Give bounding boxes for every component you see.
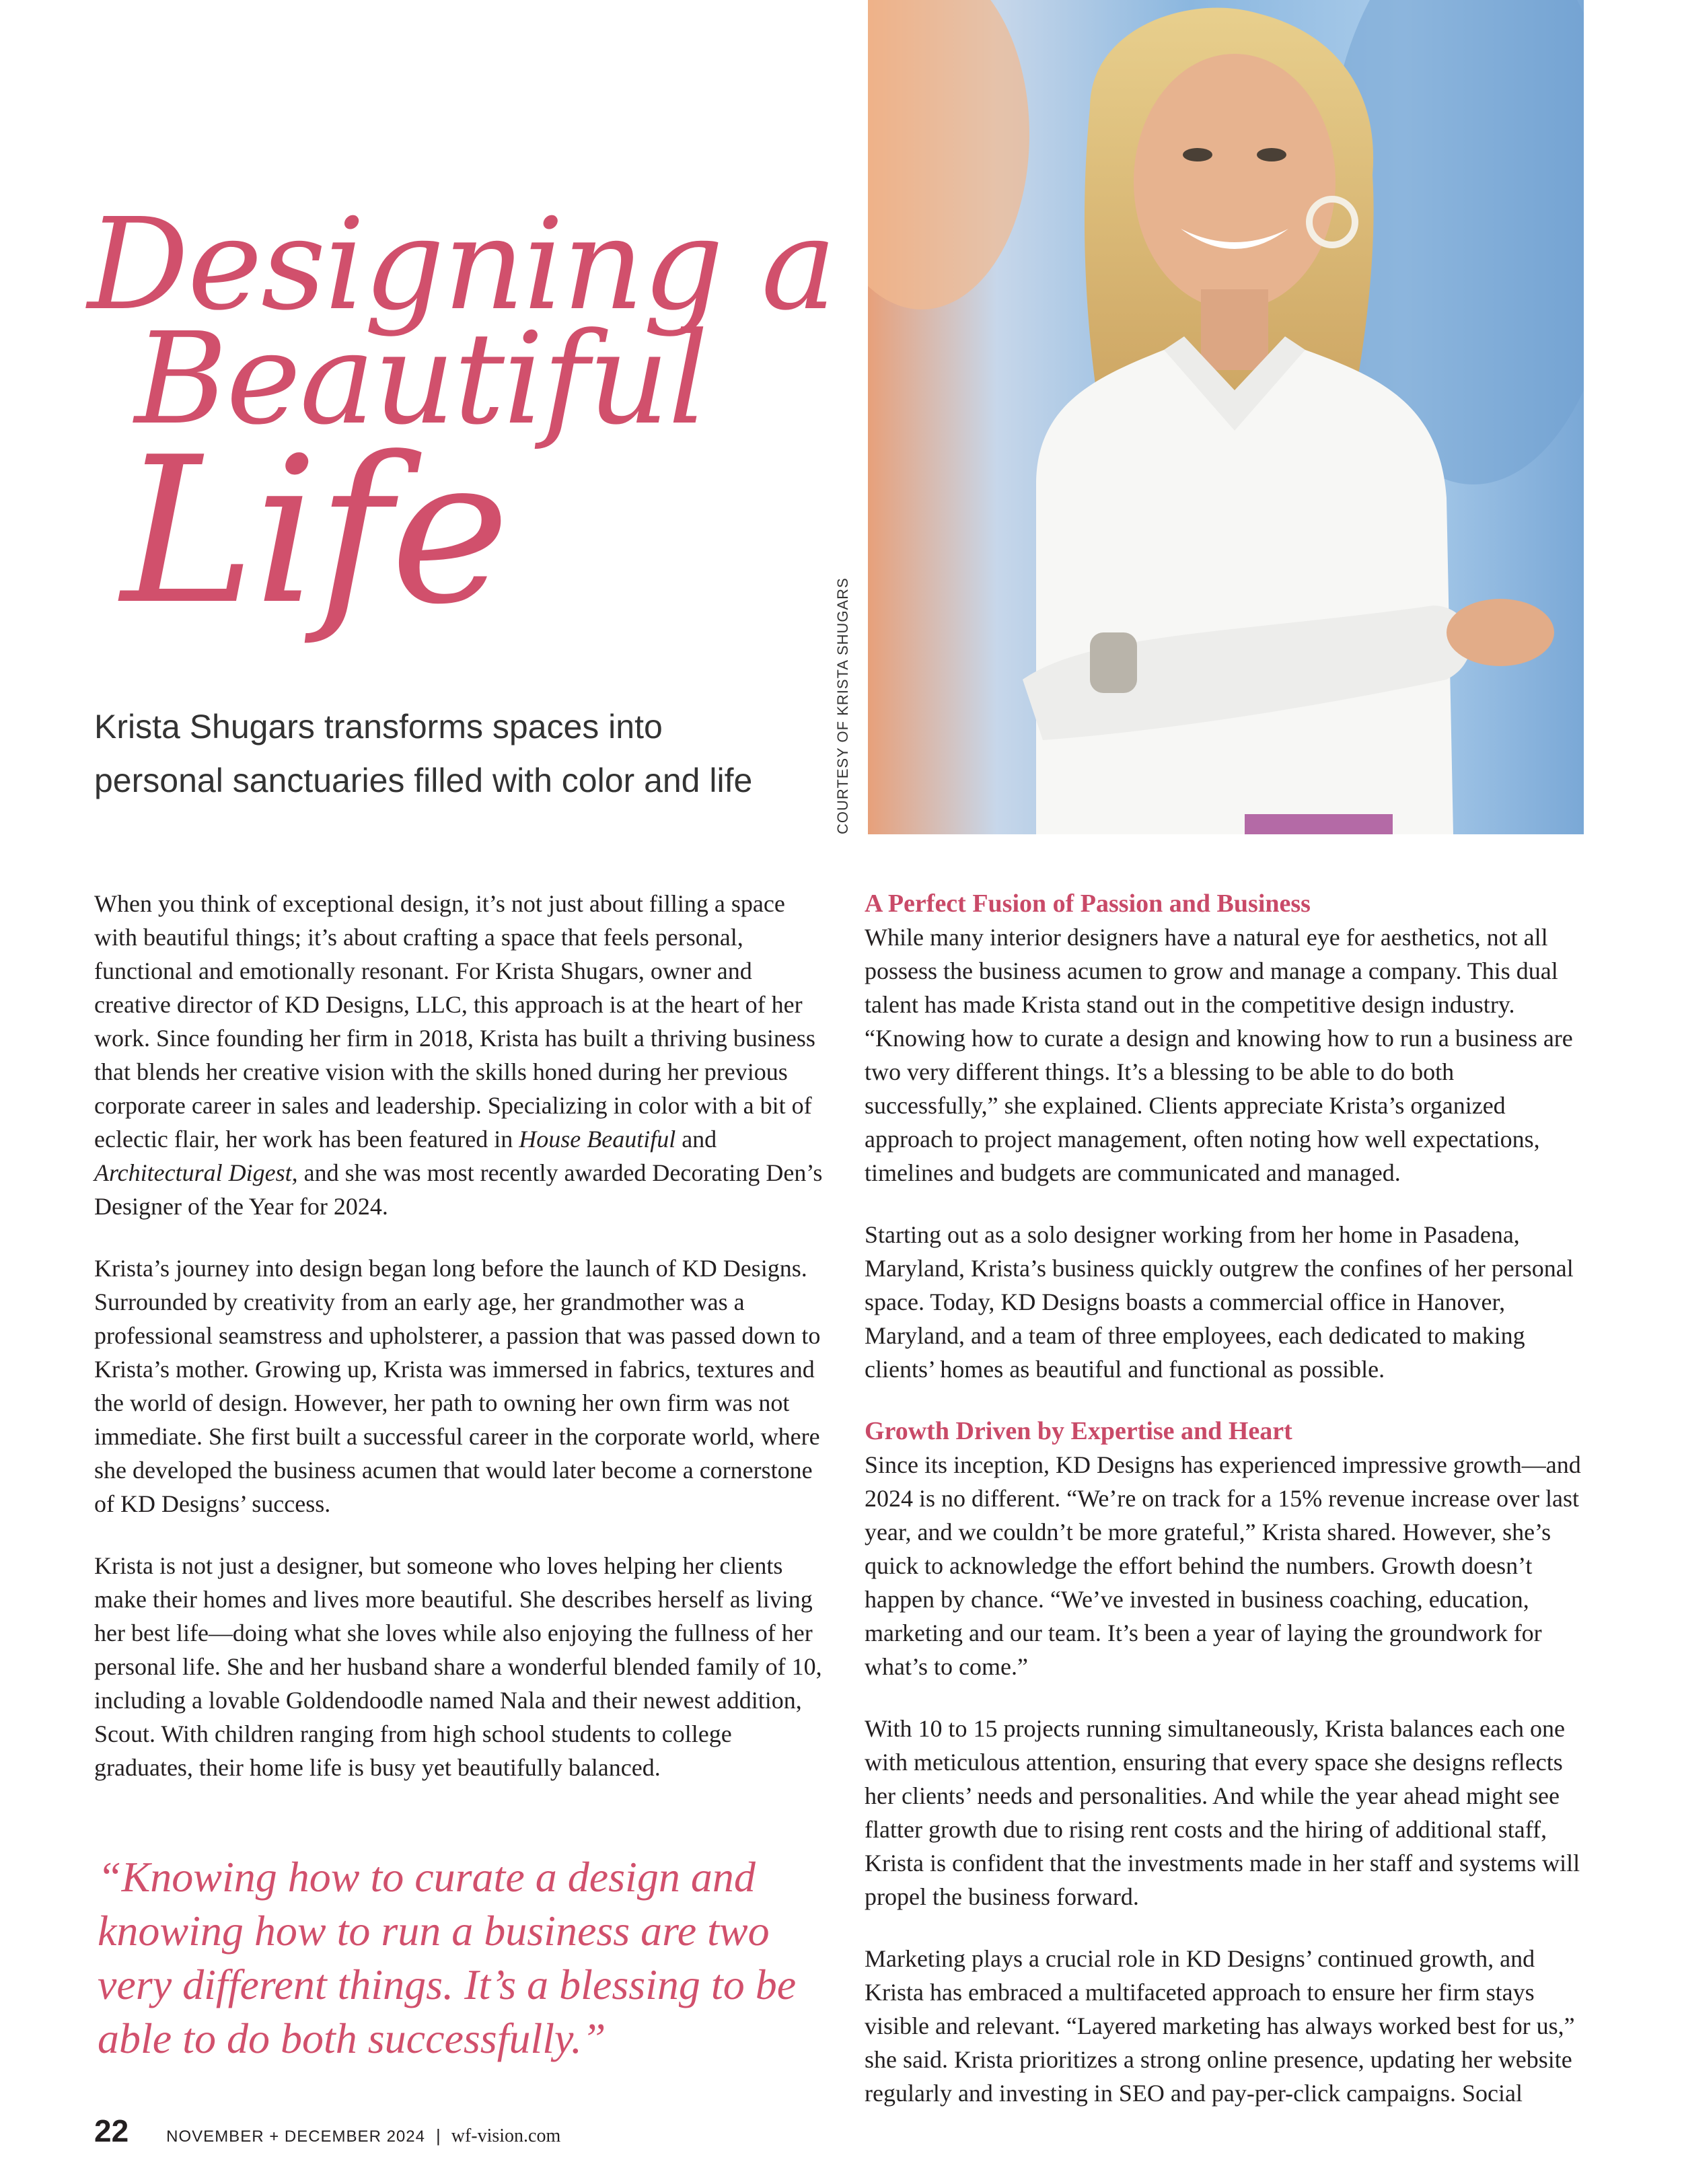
portrait-photo: [868, 0, 1584, 834]
title-line-1: Designing a: [87, 191, 836, 338]
issue-date: NOVEMBER + DECEMBER 2024: [166, 2127, 425, 2146]
left-p1-text-a: When you think of exceptional design, it’s not just about filling a space with beautiful things; it’s about crafting a space that feels personal, functional and emotionally resonant. For Krista Shugars, owner and creative director of KD Designs, LLC, this approach is at the heart of her work. Since founding her firm in 2018, Krista has built a thriving business that blends her creative vision with the skills honed during her previous corporate career in sales and leadership. Specializing in color with a bit of eclectic flair, her work has been featured in: [94, 890, 815, 1153]
left-paragraph-1: [94, 887, 831, 1223]
subtitle: Krista Shugars transforms spaces into personal sanctuaries filled with color and life: [94, 708, 753, 799]
section-heading-growth: Growth Driven by Expertise and Heart: [865, 1417, 1292, 1445]
right-paragraph-1: While many interior designers have a natural eye for aesthetics, not all possess the business acumen to grow and manage a company. This dual talent has made Krista stand out in the competitive design industry. “Knowing how to curate a design and knowing how to run a business are two very different things. It’s a blessing to be able to do both successfully,” she explained. Clients appreciate Krista’s organized approach to project management, often noting how well expectations, timelines and budgets are communicated and managed.: [865, 924, 1573, 1186]
publication-architectural-digest: Architectural Digest,: [94, 1159, 298, 1186]
left-p1-text-b: and she was most recently awarded Decorating Den’s Designer of the Year for 2024.: [94, 1159, 823, 1220]
website-link[interactable]: wf-vision.com: [451, 2125, 561, 2146]
photo-credit: COURTESY OF KRISTA SHUGARS: [834, 577, 851, 834]
right-paragraph-2: Starting out as a solo designer working from her home in Pasadena, Maryland, Krista’s business quickly outgrew the confines of her personal space. Today, KD Designs boasts a commercial office in Hanover, Maryland, and a team of three employees, each dedicated to making clients’ homes as beautiful and functional as possible.: [865, 1221, 1574, 1383]
left-column: [94, 887, 831, 1813]
title-line-3: Life: [121, 414, 509, 649]
left-paragraph-2: Krista’s journey into design began long before the launch of KD Designs. Surrounded by creativity from an early age, her grandmother was a professional seamstress and upholsterer, a passion that was passed down to Krista’s mother. Growing up, Krista was immersed in fabrics, textures and the world of design. However, her path to owning her own firm was not immediate. She first built a successful career in the corporate world, where she developed the business acumen that would later become a cornerstone of KD Designs’ success.: [94, 1255, 821, 1517]
right-paragraph-4: With 10 to 15 projects running simultaneously, Krista balances each one with meticulous attention, ensuring that every space she designs reflects her clients’ needs and personalities. And while the year ahead might see flatter growth due to rising rent costs and the hiring of additional staff, Krista is confident that the investments made in her staff and systems will propel the business forward.: [865, 1715, 1580, 1910]
publication-house-beautiful: House Beautiful: [519, 1126, 676, 1153]
left-p1-and: and: [682, 1126, 717, 1153]
left-paragraph-3: Krista is not just a designer, but someone who loves helping her clients make their homes and lives more beautiful. She describes herself as living her best life—doing what she loves while also enjoying the fullness of her personal life. She and her husband share a wonderful blended family of 10, including a lovable Goldendoodle named Nala and their newest addition, Scout. With children ranging from high school students to college graduates, their home life is busy yet beautifully balanced.: [94, 1552, 822, 1781]
title-line-2: Beautiful: [135, 305, 708, 453]
footer-separator: |: [435, 2125, 441, 2146]
pull-quote: “Knowing how to curate a design and knowing how to run a business are two very different things. It’s a blessing to be able to do both successfully.”: [98, 1853, 797, 2062]
right-paragraph-3: Since its inception, KD Designs has experienced impressive growth—and 2024 is no different. “We’re on track for a 15% revenue increase over last year, and we couldn’t be more grateful,” Krista shared. However, she’s quick to acknowledge the effort behind the numbers. Growth doesn’t happen by chance. “We’ve invested in business coaching, education, marketing and our team. It’s been a year of laying the groundwork for what’s to come.”: [865, 1451, 1581, 1680]
right-column: [865, 887, 1584, 2138]
right-paragraph-5: Marketing plays a crucial role in KD Designs’ continued growth, and Krista has embraced a multifaceted approach to ensure her firm stays visible and relevant. “Layered marketing has always worked best for us,” she said. Krista prioritizes a strong online presence, updating her website regularly and investing in SEO and pay-per-click campaigns. Social: [865, 1945, 1575, 2107]
section-heading-passion-business: A Perfect Fusion of Passion and Business: [865, 889, 1311, 918]
page-footer: [94, 2113, 560, 2149]
page-number: 22: [94, 2113, 129, 2148]
